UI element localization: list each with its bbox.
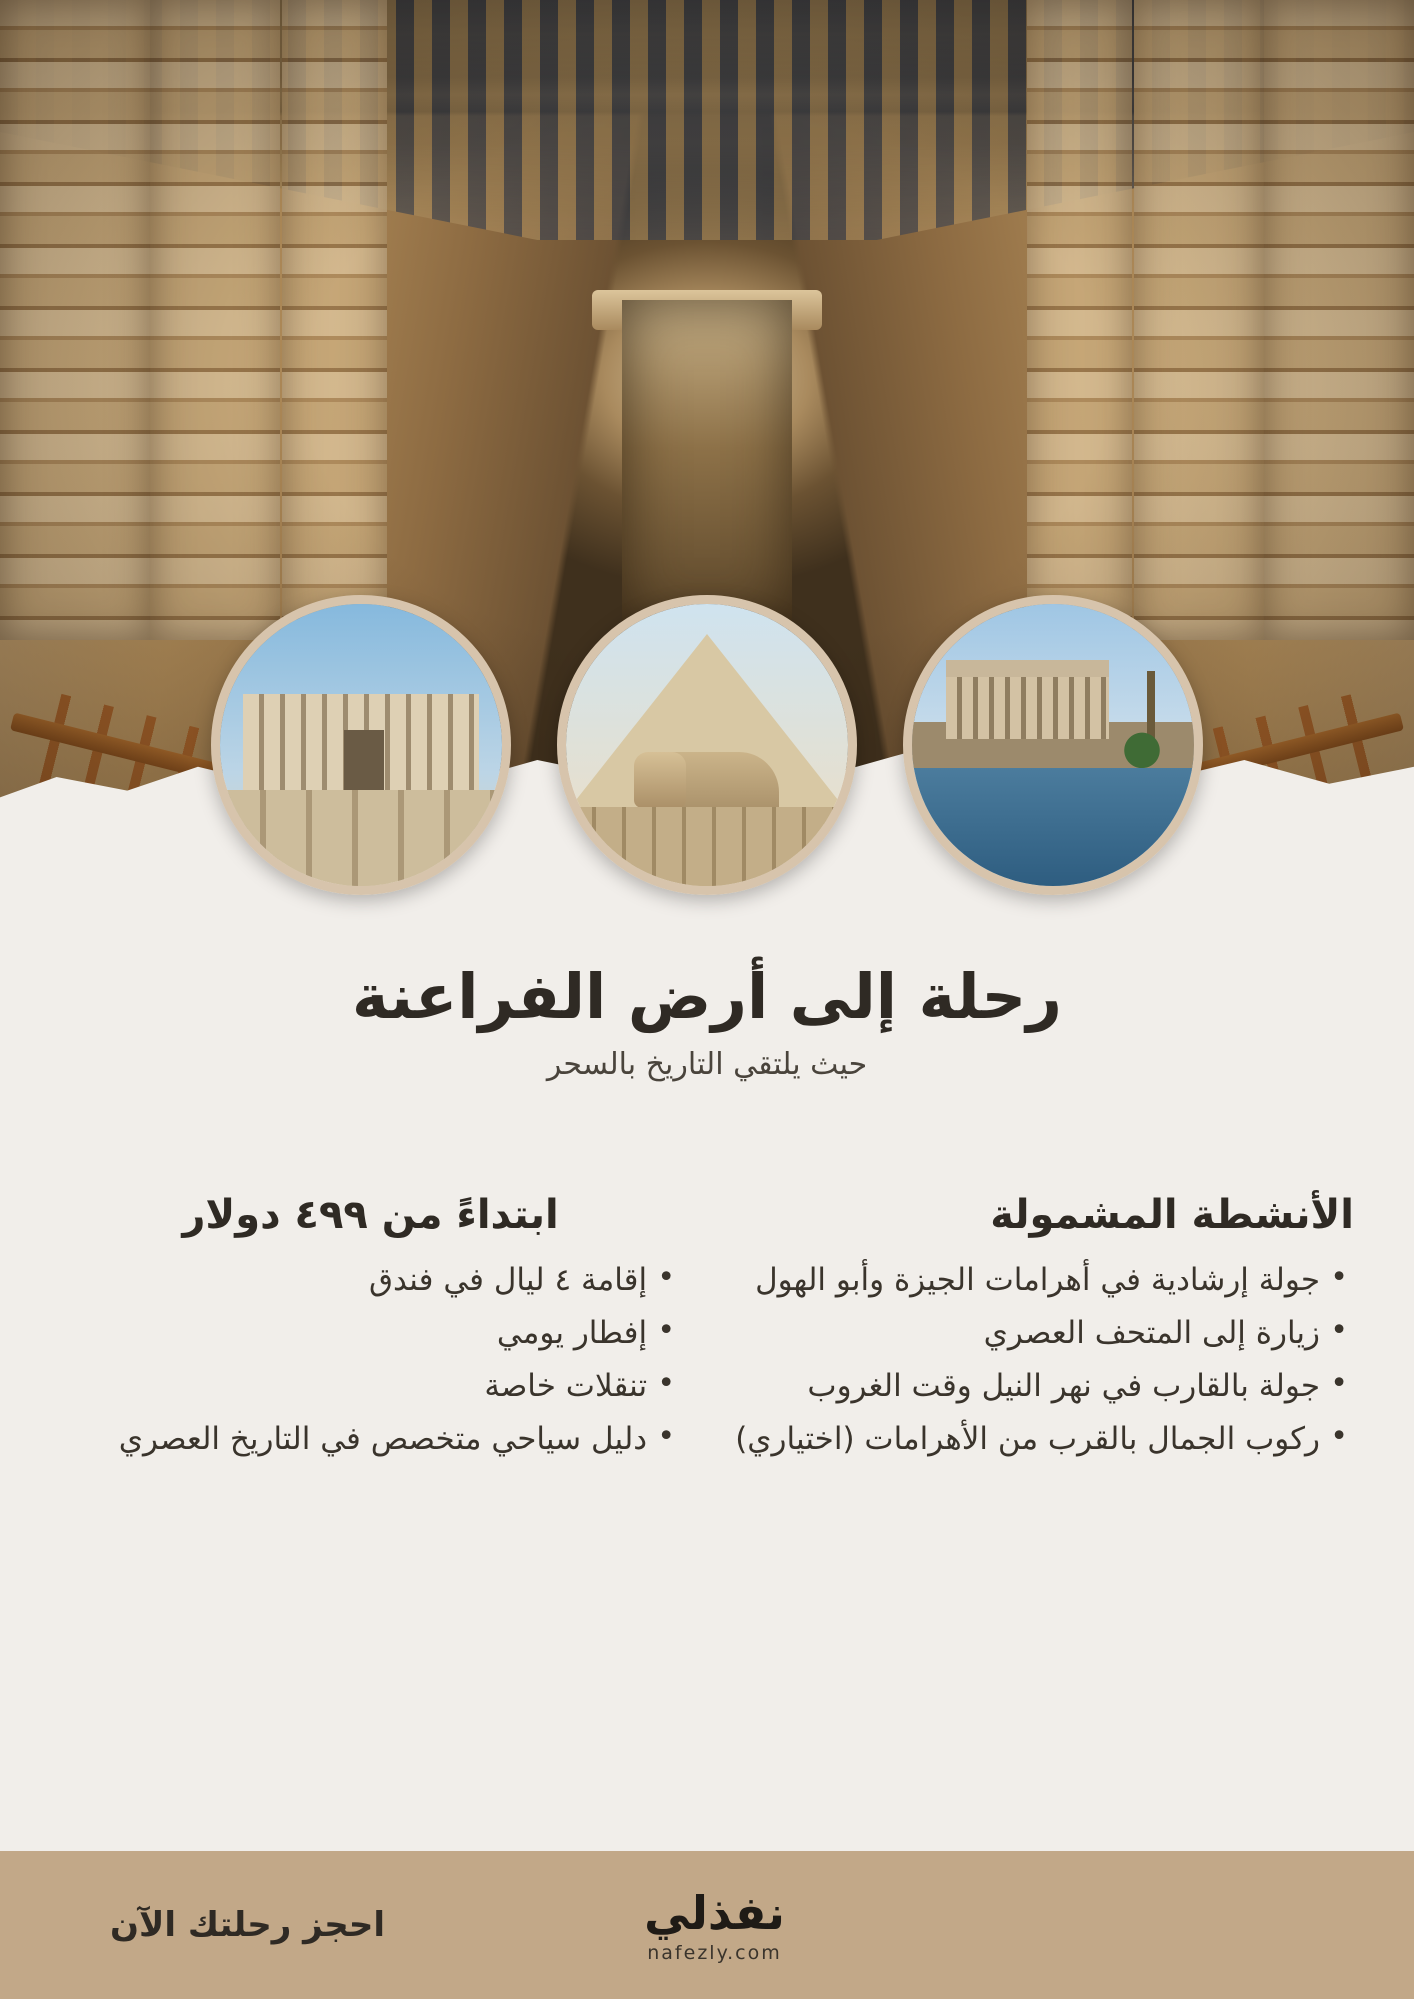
thumbnail-great-sphinx-pyramid (557, 595, 857, 895)
brand-logo-text: نفذلي (644, 1886, 785, 1940)
activities-heading: الأنشطة المشمولة (990, 1192, 1354, 1238)
list-item: • دليل سياحي متخصص في التاريخ العصري (60, 1417, 681, 1462)
price-column (60, 1190, 681, 1470)
brand-block (644, 1886, 785, 1964)
thumbnail-philae-temple-nile (903, 595, 1203, 895)
content-columns (60, 1190, 1354, 1470)
title-block (0, 960, 1414, 1082)
list-item: • تنقلات خاصة (60, 1364, 681, 1409)
list-item: • إفطار يومي (60, 1311, 681, 1356)
list-item: • إقامة ٤ ليال في فندق (60, 1258, 681, 1303)
activities-column (733, 1190, 1354, 1470)
list-item: • جولة بالقارب في نهر النيل وقت الغروب (733, 1364, 1354, 1409)
list-item: • ركوب الجمال بالقرب من الأهرامات (اختياري) (733, 1417, 1354, 1462)
book-now-cta[interactable]: احجز رحلتك الآن (110, 1905, 385, 1945)
price-inclusions-list (60, 1258, 681, 1462)
list-item: • زيارة إلى المتحف العصري (733, 1311, 1354, 1356)
brand-website: nafezly.com (647, 1942, 782, 1964)
price-heading: ابتداءً من ٤٩٩ دولار (182, 1192, 559, 1238)
thumbnail-edfu-temple-ruins (211, 595, 511, 895)
activities-list (733, 1258, 1354, 1462)
footer-bar (0, 1851, 1414, 1999)
page-title: رحلة إلى أرض الفراعنة (352, 960, 1062, 1033)
page-subtitle: حيث يلتقي التاريخ بالسحر (546, 1047, 868, 1082)
thumbnail-row (0, 595, 1414, 895)
list-item: • جولة إرشادية في أهرامات الجيزة وأبو الهول (733, 1258, 1354, 1303)
